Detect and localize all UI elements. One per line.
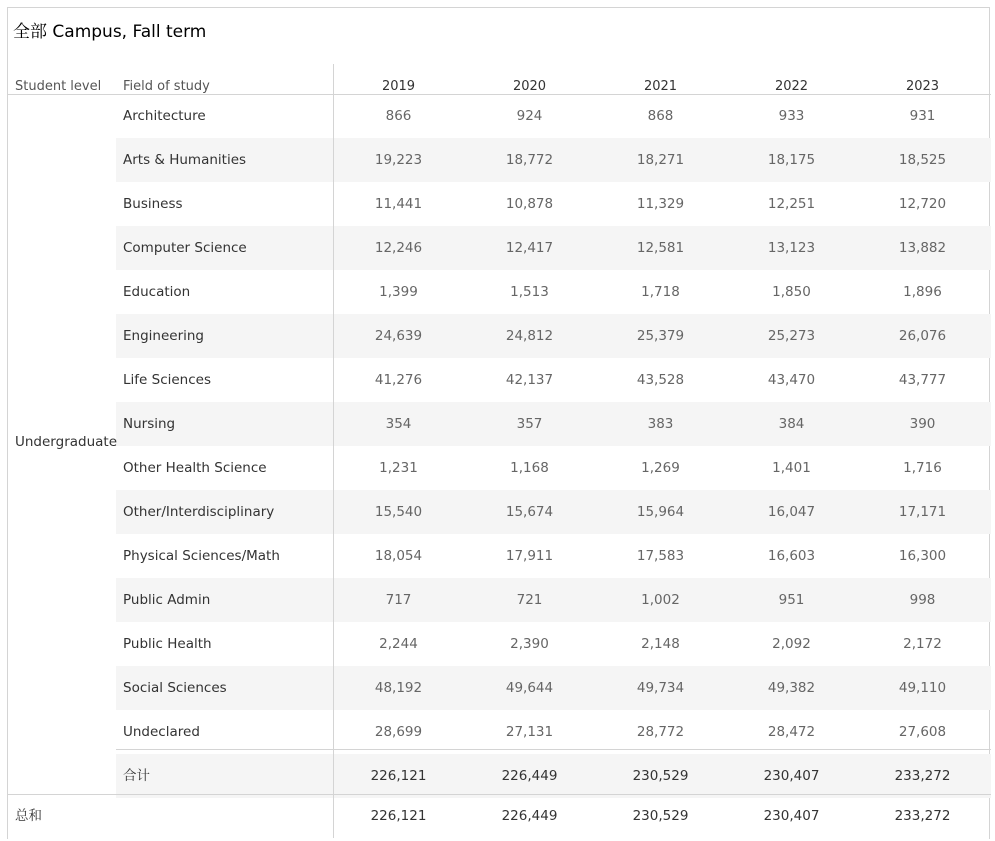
value-cell-2023[interactable]: 12,720 <box>898 196 947 212</box>
header-year-2021[interactable]: 2021 <box>643 79 678 94</box>
value-cell-2023[interactable]: 49,110 <box>898 680 947 696</box>
value-cell-2022[interactable]: 28,472 <box>767 724 816 740</box>
value-cell-2019[interactable]: 48,192 <box>374 680 423 696</box>
field-label: Education <box>123 284 191 300</box>
table-row <box>116 446 991 490</box>
value-cell-2021[interactable]: 43,528 <box>636 372 685 388</box>
value-cell-2023[interactable]: 931 <box>909 108 936 124</box>
value-cell-2022[interactable]: 2,092 <box>772 636 811 652</box>
value-cell-2022[interactable]: 1,850 <box>772 284 811 300</box>
value-cell-2019[interactable]: 12,246 <box>374 240 423 256</box>
table-row <box>116 666 991 710</box>
value-cell-2019[interactable]: 41,276 <box>374 372 423 388</box>
column-divider <box>333 64 334 838</box>
table-row <box>116 226 991 270</box>
field-label: Other/Interdisciplinary <box>123 504 275 520</box>
field-label: Physical Sciences/Math <box>123 548 280 564</box>
header-field-of-study[interactable]: Field of study <box>123 79 210 94</box>
value-cell-2022[interactable]: 25,273 <box>767 328 816 344</box>
subtotal-cell-2021[interactable]: 230,529 <box>632 768 689 784</box>
field-label: Public Health <box>123 636 212 652</box>
value-cell-2023[interactable]: 998 <box>909 592 936 608</box>
grand-total-row <box>8 794 991 838</box>
header-student-level[interactable]: Student level <box>15 79 102 94</box>
table-row <box>116 182 991 226</box>
value-cell-2019[interactable]: 866 <box>385 108 412 124</box>
value-cell-2021[interactable]: 18,271 <box>636 152 685 168</box>
grand-total-divider <box>8 794 991 795</box>
value-cell-2021[interactable]: 28,772 <box>636 724 685 740</box>
table-row <box>116 270 991 314</box>
value-cell-2020[interactable]: 357 <box>516 416 543 432</box>
value-cell-2019[interactable]: 2,244 <box>379 636 418 652</box>
value-cell-2020[interactable]: 27,131 <box>505 724 554 740</box>
field-label: Other Health Science <box>123 460 267 476</box>
value-cell-2019[interactable]: 1,399 <box>379 284 418 300</box>
table-row <box>116 138 991 182</box>
value-cell-2021[interactable]: 2,148 <box>641 636 680 652</box>
value-cell-2020[interactable]: 10,878 <box>505 196 554 212</box>
field-label: Life Sciences <box>123 372 211 388</box>
value-cell-2022[interactable]: 384 <box>778 416 805 432</box>
table-row <box>116 94 991 138</box>
table-row <box>116 578 991 622</box>
value-cell-2022[interactable]: 16,047 <box>767 504 816 520</box>
table-row <box>116 358 991 402</box>
subtotal-divider <box>116 749 991 750</box>
table-row <box>116 622 991 666</box>
header-year-2022[interactable]: 2022 <box>774 79 809 94</box>
value-cell-2023[interactable]: 2,172 <box>903 636 942 652</box>
value-cell-2023[interactable]: 27,608 <box>898 724 947 740</box>
value-cell-2023[interactable]: 18,525 <box>898 152 947 168</box>
value-cell-2021[interactable]: 25,379 <box>636 328 685 344</box>
grand-total-cell-2023[interactable]: 233,272 <box>894 808 951 824</box>
value-cell-2022[interactable]: 951 <box>778 592 805 608</box>
value-cell-2019[interactable]: 28,699 <box>374 724 423 740</box>
header-divider <box>8 94 991 95</box>
field-label: Undeclared <box>123 724 200 740</box>
value-cell-2020[interactable]: 2,390 <box>510 636 549 652</box>
value-cell-2021[interactable]: 12,581 <box>636 240 685 256</box>
table-row <box>116 490 991 534</box>
value-cell-2019[interactable]: 24,639 <box>374 328 423 344</box>
value-cell-2020[interactable]: 924 <box>516 108 543 124</box>
value-cell-2022[interactable]: 1,401 <box>772 460 811 476</box>
table-title: 全部 Campus, Fall term <box>13 22 207 42</box>
value-cell-2022[interactable]: 13,123 <box>767 240 816 256</box>
subtotal-label: 合计 <box>123 768 150 784</box>
grand-total-cell-2022[interactable]: 230,407 <box>763 808 820 824</box>
value-cell-2020[interactable]: 15,674 <box>505 504 554 520</box>
table-row <box>116 402 991 446</box>
value-cell-2023[interactable]: 390 <box>909 416 936 432</box>
value-cell-2022[interactable]: 18,175 <box>767 152 816 168</box>
field-label: Public Admin <box>123 592 211 608</box>
value-cell-2023[interactable]: 17,171 <box>898 504 947 520</box>
student-level-label: Undergraduate <box>15 434 118 450</box>
value-cell-2022[interactable]: 12,251 <box>767 196 816 212</box>
grand-total-cell-2021[interactable]: 230,529 <box>632 808 689 824</box>
value-cell-2019[interactable]: 11,441 <box>374 196 423 212</box>
grand-total-cell-2019[interactable]: 226,121 <box>370 808 427 824</box>
subtotal-row <box>116 754 991 798</box>
header-year-2020[interactable]: 2020 <box>512 79 547 94</box>
field-label: Arts & Humanities <box>123 152 247 168</box>
value-cell-2022[interactable]: 43,470 <box>767 372 816 388</box>
header-year-2023[interactable]: 2023 <box>905 79 940 94</box>
field-label: Architecture <box>123 108 206 124</box>
value-cell-2023[interactable]: 1,896 <box>903 284 942 300</box>
value-cell-2022[interactable]: 16,603 <box>767 548 816 564</box>
value-cell-2019[interactable]: 717 <box>385 592 412 608</box>
value-cell-2023[interactable]: 1,716 <box>903 460 942 476</box>
field-label: Engineering <box>123 328 204 344</box>
value-cell-2023[interactable]: 43,777 <box>898 372 947 388</box>
value-cell-2021[interactable]: 1,002 <box>641 592 680 608</box>
value-cell-2020[interactable]: 49,644 <box>505 680 554 696</box>
value-cell-2019[interactable]: 354 <box>385 416 412 432</box>
subtotal-cell-2019[interactable]: 226,121 <box>370 768 427 784</box>
grand-total-cell-2020[interactable]: 226,449 <box>501 808 558 824</box>
value-cell-2021[interactable]: 1,269 <box>641 460 680 476</box>
value-cell-2023[interactable]: 26,076 <box>898 328 947 344</box>
value-cell-2019[interactable]: 19,223 <box>374 152 423 168</box>
value-cell-2020[interactable]: 1,168 <box>510 460 549 476</box>
value-cell-2021[interactable]: 11,329 <box>636 196 685 212</box>
value-cell-2022[interactable]: 49,382 <box>767 680 816 696</box>
subtotal-cell-2022[interactable]: 230,407 <box>763 768 820 784</box>
value-cell-2019[interactable]: 15,540 <box>374 504 423 520</box>
value-cell-2021[interactable]: 1,718 <box>641 284 680 300</box>
table-row <box>116 710 991 754</box>
value-cell-2021[interactable]: 868 <box>647 108 674 124</box>
field-label: Nursing <box>123 416 176 432</box>
value-cell-2021[interactable]: 383 <box>647 416 674 432</box>
value-cell-2020[interactable]: 18,772 <box>505 152 554 168</box>
field-label: Business <box>123 196 183 212</box>
table-row <box>116 314 991 358</box>
subtotal-cell-2020[interactable]: 226,449 <box>501 768 558 784</box>
table-row <box>116 534 991 578</box>
value-cell-2020[interactable]: 12,417 <box>505 240 554 256</box>
value-cell-2019[interactable]: 1,231 <box>379 460 418 476</box>
value-cell-2020[interactable]: 721 <box>516 592 543 608</box>
header-year-2019[interactable]: 2019 <box>381 79 416 94</box>
value-cell-2019[interactable]: 18,054 <box>374 548 423 564</box>
value-cell-2020[interactable]: 24,812 <box>505 328 554 344</box>
value-cell-2020[interactable]: 1,513 <box>510 284 549 300</box>
table-panel <box>7 7 990 839</box>
value-cell-2022[interactable]: 933 <box>778 108 805 124</box>
value-cell-2021[interactable]: 17,583 <box>636 548 685 564</box>
value-cell-2020[interactable]: 17,911 <box>505 548 554 564</box>
field-label: Social Sciences <box>123 680 227 696</box>
value-cell-2021[interactable]: 15,964 <box>636 504 685 520</box>
value-cell-2020[interactable]: 42,137 <box>505 372 554 388</box>
value-cell-2023[interactable]: 13,882 <box>898 240 947 256</box>
field-label: Computer Science <box>123 240 247 256</box>
subtotal-cell-2023[interactable]: 233,272 <box>894 768 951 784</box>
value-cell-2021[interactable]: 49,734 <box>636 680 685 696</box>
value-cell-2023[interactable]: 16,300 <box>898 548 947 564</box>
grand-total-label: 总和 <box>15 808 42 824</box>
